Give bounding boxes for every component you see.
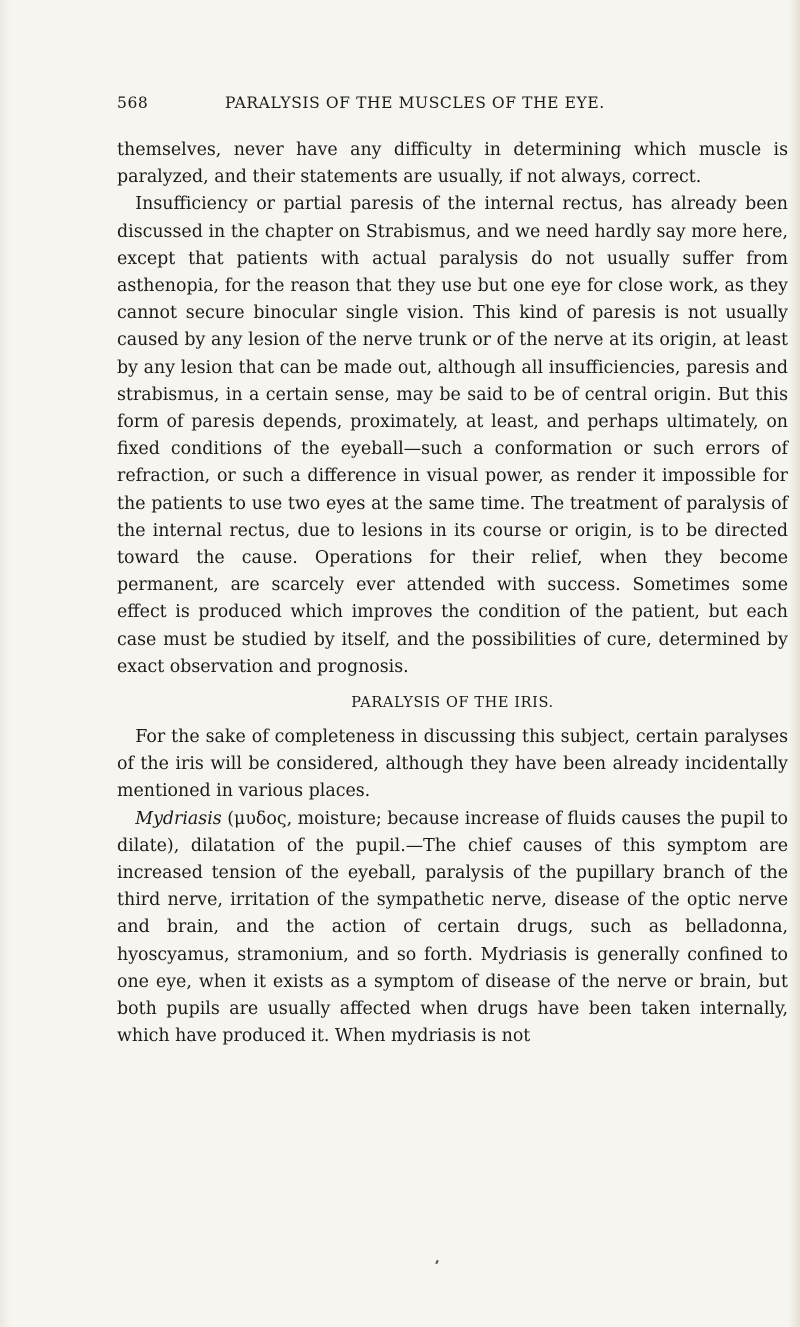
term-mydriasis: Mydriasis xyxy=(135,808,222,829)
page-body xyxy=(117,137,788,1051)
running-header xyxy=(117,94,677,112)
page-gutter-shadow xyxy=(0,0,10,1327)
paragraph-mydriasis xyxy=(117,806,788,1051)
paragraph-internal-rectus: Insufficiency or partial paresis of the internal rectus, has already been discussed in the chapter on Strabismus, and we need hardly say more here, except that patients with actual paralysis do not usually suffer from asthenopia, for the reason that they use but one eye for close work, as they cannot secure binocular single vision. This kind of paresis is not usually caused by any lesion of the nerve trunk or of the nerve at its origin, at least by any lesion that can be made out, although all insufficiencies, paresis and strabismus, in a certain sense, may be said to be of central origin. But this form of paresis depends, proximately, at least, and perhaps ultimately, on fixed conditions of the eyeball—such a conformation or such errors of refraction, or such a difference in visual power, as render it impossible for the patients to use two eyes at the same time. The treatment of paralysis of the internal rectus, due to lesions in its course or origin, is to be directed toward the cause. Operations for their relief, when they become permanent, are scarcely ever attended with success. Sometimes some effect is produced which improves the condition of the patient, but each case must be studied by itself, and the possibilities of cure, determined by exact observation and prognosis. xyxy=(117,194,788,677)
page-number: 568 xyxy=(117,94,149,112)
mydriasis-text: (μυδος, moisture; because increase of fluids causes the pupil to dilate), dilatation of the pupil.—The chief causes of this symptom are increased tension of the eyeball, paralysis of the pupillary branch of the third nerve, irritation of the sympathetic nerve, disease of the optic nerve and brain, and the action of certain drugs, such as belladonna, hyoscyamus, stramonium, and so forth. Mydriasis is generally confined to one eye, when it exists as a symptom of disease of the nerve or brain, but both pupils are usually affected when drugs have been taken internally, which have produced it. When mydriasis is not xyxy=(117,808,788,1047)
page-edge-shadow xyxy=(788,0,800,1327)
print-speck xyxy=(435,1260,439,1264)
running-title: PARALYSIS OF THE MUSCLES OF THE EYE. xyxy=(225,94,605,112)
paragraph-continuation: themselves, never have any difficulty in determining which muscle is paralyzed, and their statements are usually, if not always, correct. xyxy=(117,140,788,188)
paragraph-iris-intro: For the sake of completeness in discussing this subject, certain paralyses of the iris will be considered, although they have been already incidentally mentioned in various places. xyxy=(117,727,788,802)
section-heading: PARALYSIS OF THE IRIS. xyxy=(351,695,554,712)
